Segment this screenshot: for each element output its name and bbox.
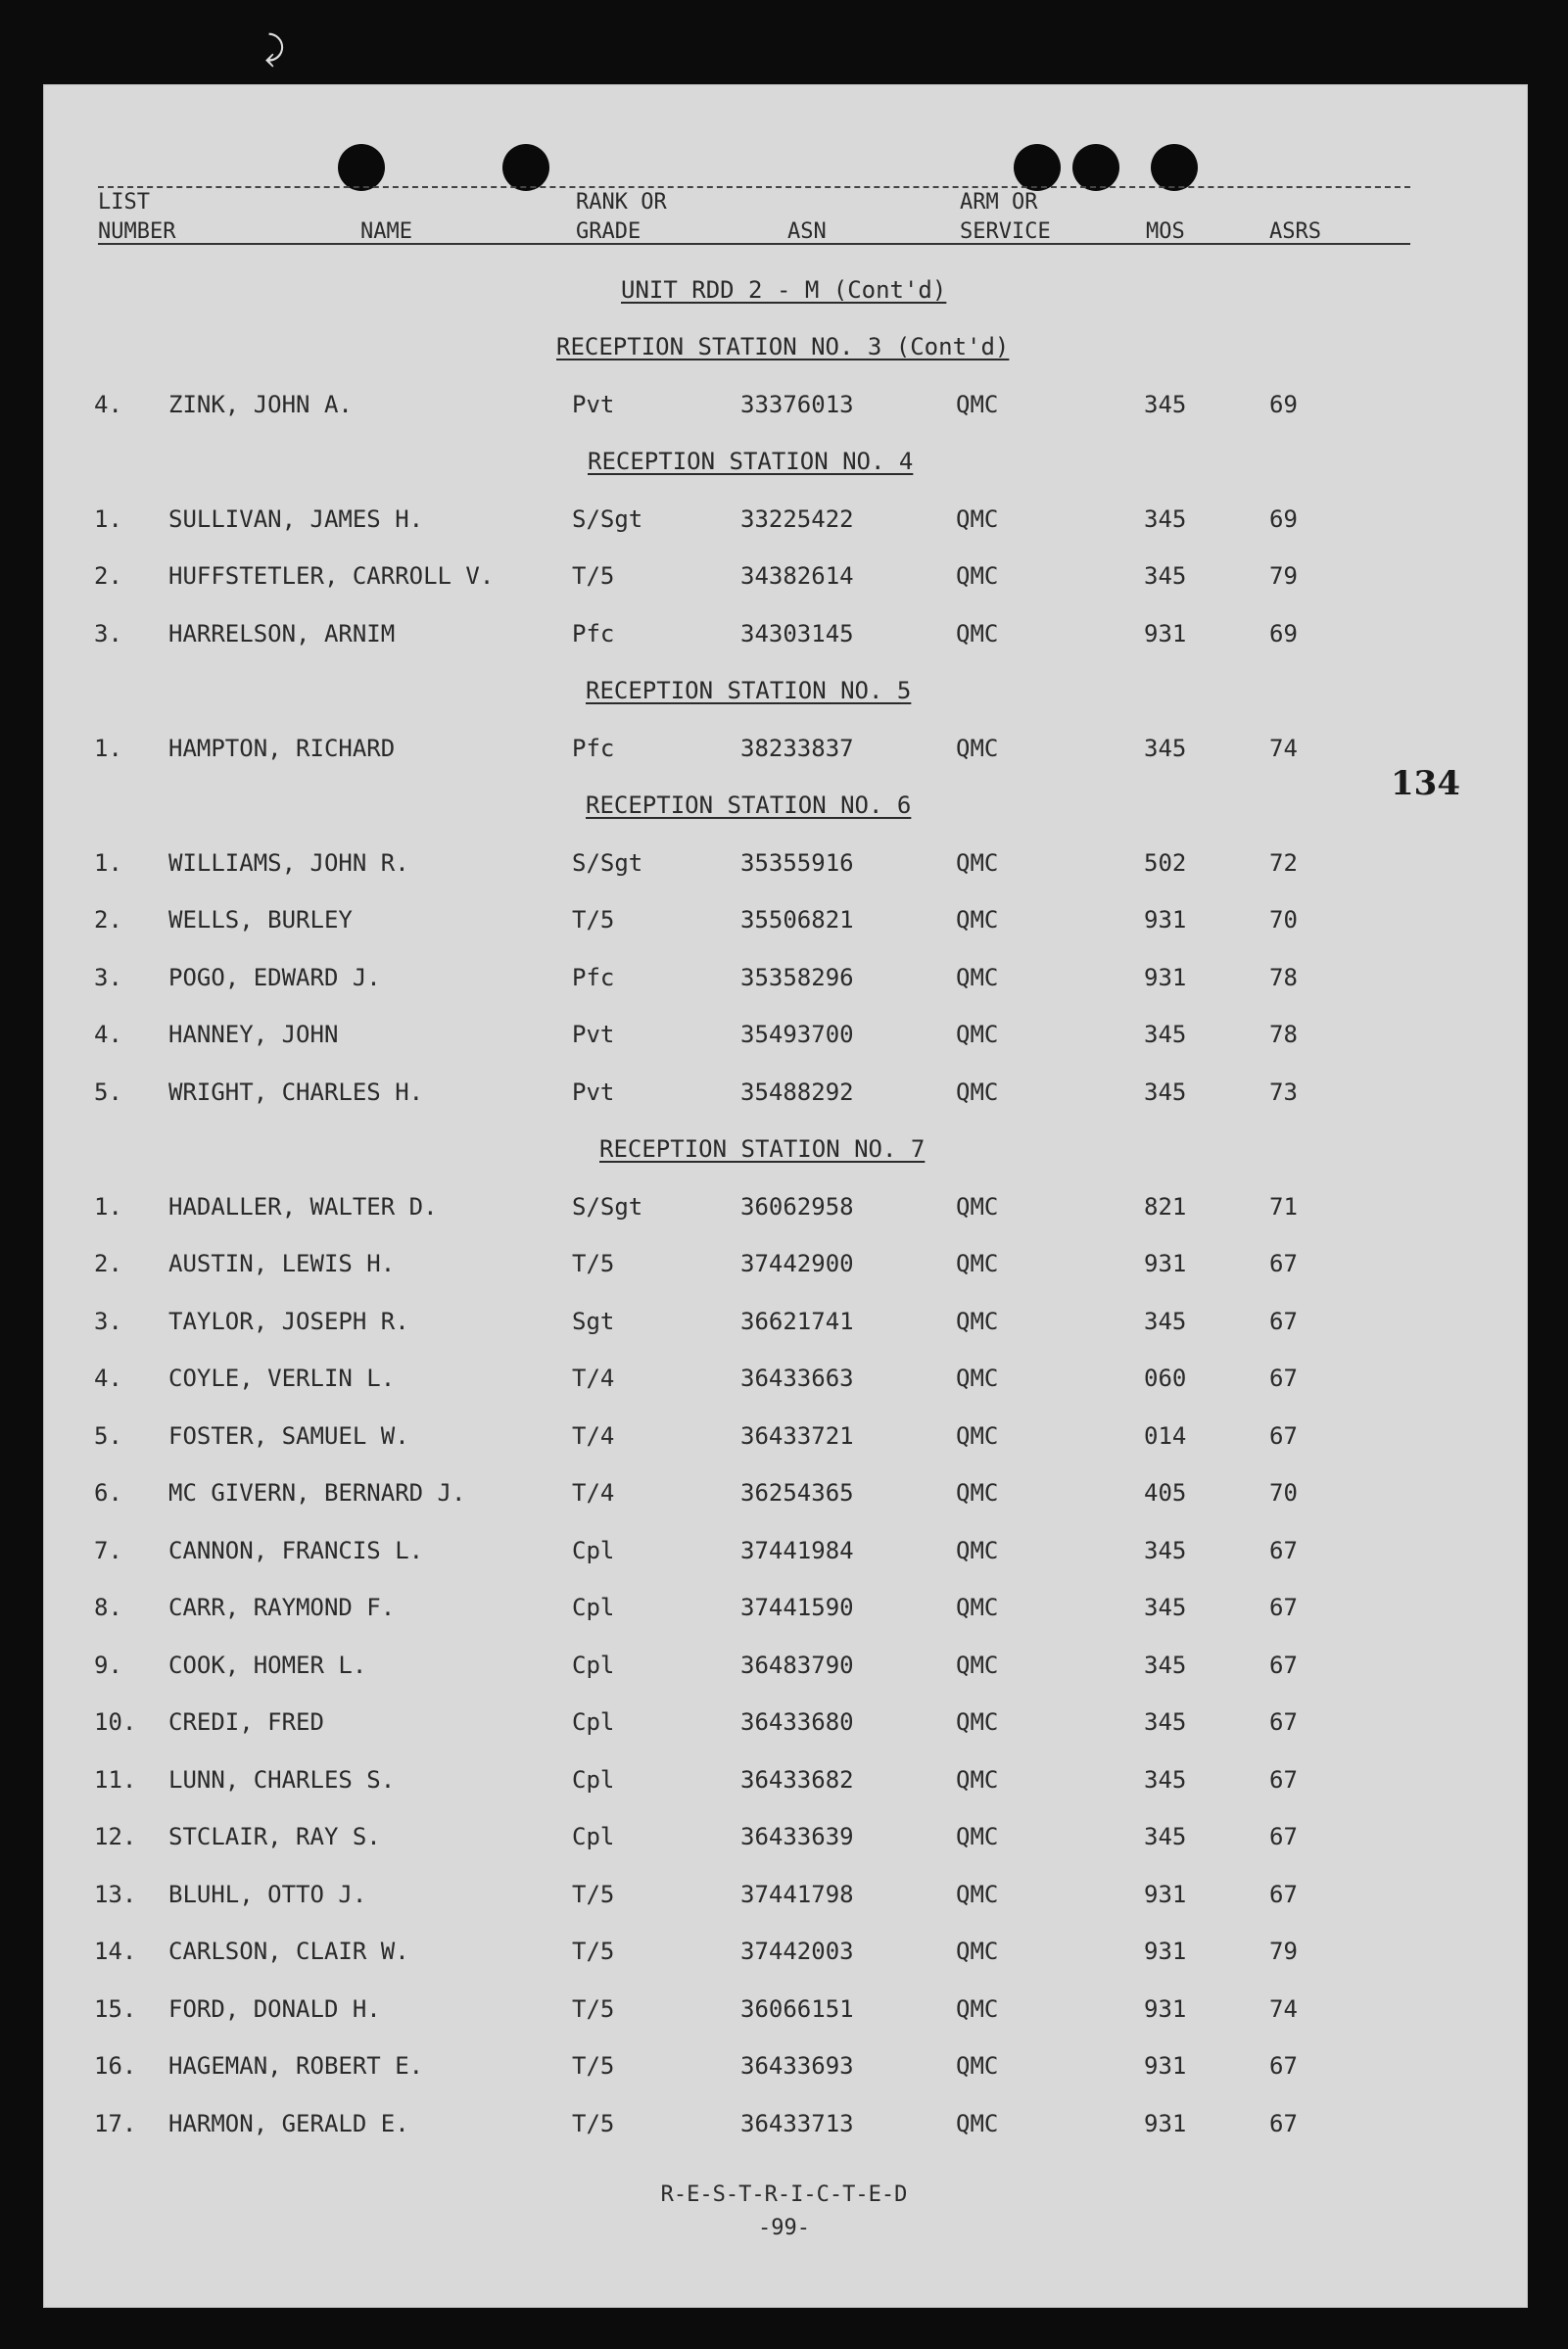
mos-cell: 405 xyxy=(1144,1479,1187,1507)
table-row xyxy=(0,1995,1568,2029)
rank-cell: T/5 xyxy=(572,1938,615,1965)
rank-cell: Sgt xyxy=(572,1307,615,1335)
rank-cell: Pfc xyxy=(572,963,615,991)
name-cell: HUFFSTETLER, CARROLL V. xyxy=(168,562,495,590)
rank-cell: Cpl xyxy=(572,1536,615,1564)
arm-cell: QMC xyxy=(956,1994,999,2023)
mos-cell: 060 xyxy=(1144,1365,1187,1392)
asn-cell: 35506821 xyxy=(740,906,854,934)
name-cell: FOSTER, SAMUEL W. xyxy=(168,1421,409,1450)
table-row xyxy=(0,1594,1568,1627)
name-cell: CREDI, FRED xyxy=(168,1708,324,1736)
list-number: 2. xyxy=(94,906,122,934)
table-row xyxy=(0,849,1568,883)
list-number: 6. xyxy=(94,1479,122,1507)
mos-cell: 821 xyxy=(1144,1192,1187,1221)
table-row xyxy=(0,1422,1568,1456)
arm-cell: QMC xyxy=(956,2109,999,2137)
arm-cell: QMC xyxy=(956,619,999,647)
table-row xyxy=(0,964,1568,997)
mos-cell: 931 xyxy=(1144,1938,1187,1965)
name-cell: WELLS, BURLEY xyxy=(168,906,353,934)
list-number: 2. xyxy=(94,1250,122,1277)
mos-cell: 931 xyxy=(1144,1880,1187,1908)
arm-cell: QMC xyxy=(956,390,999,418)
list-number: 2. xyxy=(94,562,122,590)
asrs-cell: 70 xyxy=(1269,1479,1298,1507)
arm-cell: QMC xyxy=(956,1765,999,1794)
asrs-cell: 67 xyxy=(1269,1307,1298,1335)
rank-cell: T/4 xyxy=(572,1479,615,1507)
section-title: RECEPTION STATION NO. 4 xyxy=(588,448,914,475)
header-mos: MOS xyxy=(1146,219,1185,244)
header-asrs: ASRS xyxy=(1269,219,1321,244)
name-cell: ZINK, JOHN A. xyxy=(168,390,353,418)
header-list-number: LIST NUMBER xyxy=(98,190,176,244)
header-rank: RANK OR GRADE xyxy=(576,190,667,244)
asrs-cell: 71 xyxy=(1269,1192,1298,1221)
arm-cell: QMC xyxy=(956,963,999,991)
name-cell: CANNON, FRANCIS L. xyxy=(168,1536,424,1564)
table-row xyxy=(0,1365,1568,1398)
section-title: RECEPTION STATION NO. 6 xyxy=(586,791,912,819)
header-name: NAME xyxy=(360,219,412,244)
punch-hole xyxy=(1014,144,1061,191)
rank-cell: S/Sgt xyxy=(572,1192,643,1221)
asrs-cell: 69 xyxy=(1269,390,1298,418)
table-row xyxy=(0,620,1568,653)
asrs-cell: 67 xyxy=(1269,1823,1298,1850)
rank-cell: T/5 xyxy=(572,2109,615,2137)
list-number: 15. xyxy=(94,1994,137,2023)
arm-cell: QMC xyxy=(956,1421,999,1450)
asrs-cell: 67 xyxy=(1269,1708,1298,1736)
arm-cell: QMC xyxy=(956,1365,999,1392)
asrs-cell: 67 xyxy=(1269,2109,1298,2137)
list-number: 4. xyxy=(94,1021,122,1048)
rank-cell: Cpl xyxy=(572,1765,615,1794)
section-title: RECEPTION STATION NO. 5 xyxy=(586,677,912,704)
asn-cell: 36433713 xyxy=(740,2109,854,2137)
name-cell: AUSTIN, LEWIS H. xyxy=(168,1250,396,1277)
asrs-cell: 67 xyxy=(1269,2052,1298,2080)
rank-cell: T/4 xyxy=(572,1421,615,1450)
mos-cell: 931 xyxy=(1144,906,1187,934)
list-number: 5. xyxy=(94,1078,122,1106)
asrs-cell: 69 xyxy=(1269,504,1298,533)
name-cell: HARRELSON, ARNIM xyxy=(168,619,396,647)
section-title: RECEPTION STATION NO. 3 (Cont'd) xyxy=(556,333,1010,360)
asrs-cell: 74 xyxy=(1269,734,1298,762)
asn-cell: 34303145 xyxy=(740,619,854,647)
list-number: 16. xyxy=(94,2052,137,2080)
table-row xyxy=(0,1193,1568,1226)
list-number: 3. xyxy=(94,963,122,991)
name-cell: FORD, DONALD H. xyxy=(168,1994,381,2023)
table-row xyxy=(0,735,1568,768)
asn-cell: 35355916 xyxy=(740,848,854,877)
name-cell: LUNN, CHARLES S. xyxy=(168,1765,396,1794)
table-row xyxy=(0,391,1568,424)
mos-cell: 014 xyxy=(1144,1421,1187,1450)
mos-cell: 931 xyxy=(1144,963,1187,991)
arm-cell: QMC xyxy=(956,1021,999,1048)
side-page-number: 134 xyxy=(1391,764,1460,803)
rank-cell: T/5 xyxy=(572,1250,615,1277)
table-row xyxy=(0,1938,1568,1971)
asn-cell: 36621741 xyxy=(740,1307,854,1335)
arm-cell: QMC xyxy=(956,1192,999,1221)
asn-cell: 37442003 xyxy=(740,1938,854,1965)
asn-cell: 33376013 xyxy=(740,390,854,418)
asn-cell: 36433721 xyxy=(740,1421,854,1450)
footer-page-number: -99- xyxy=(758,2216,810,2240)
arm-cell: QMC xyxy=(956,1250,999,1277)
mos-cell: 931 xyxy=(1144,619,1187,647)
asn-cell: 36433680 xyxy=(740,1708,854,1736)
mos-cell: 345 xyxy=(1144,562,1187,590)
asn-cell: 36433682 xyxy=(740,1765,854,1794)
list-number: 7. xyxy=(94,1536,122,1564)
asrs-cell: 74 xyxy=(1269,1994,1298,2023)
list-number: 13. xyxy=(94,1880,137,1908)
mos-cell: 345 xyxy=(1144,1594,1187,1621)
rank-cell: Pfc xyxy=(572,734,615,762)
arm-cell: QMC xyxy=(956,734,999,762)
name-cell: TAYLOR, JOSEPH R. xyxy=(168,1307,409,1335)
mos-cell: 931 xyxy=(1144,2109,1187,2137)
table-row xyxy=(0,1823,1568,1856)
rank-cell: Pfc xyxy=(572,619,615,647)
rank-cell: Pvt xyxy=(572,1078,615,1106)
list-number: 9. xyxy=(94,1651,122,1679)
mos-cell: 345 xyxy=(1144,1708,1187,1736)
table-row xyxy=(0,1021,1568,1054)
list-number: 4. xyxy=(94,390,122,418)
rank-cell: Pvt xyxy=(572,390,615,418)
asn-cell: 37441798 xyxy=(740,1880,854,1908)
arm-cell: QMC xyxy=(956,1536,999,1564)
rank-cell: Cpl xyxy=(572,1708,615,1736)
list-number: 10. xyxy=(94,1708,137,1736)
list-number: 3. xyxy=(94,1307,122,1335)
arm-cell: QMC xyxy=(956,1938,999,1965)
table-row xyxy=(0,2052,1568,2085)
asn-cell: 35493700 xyxy=(740,1021,854,1048)
asn-cell: 36254365 xyxy=(740,1479,854,1507)
name-cell: HANNEY, JOHN xyxy=(168,1021,339,1048)
table-row xyxy=(0,1652,1568,1685)
asn-cell: 37441590 xyxy=(740,1594,854,1621)
name-cell: HADALLER, WALTER D. xyxy=(168,1192,438,1221)
asrs-cell: 79 xyxy=(1269,562,1298,590)
punch-hole xyxy=(1151,144,1198,191)
rank-cell: T/5 xyxy=(572,2052,615,2080)
mos-cell: 345 xyxy=(1144,1078,1187,1106)
rank-cell: T/5 xyxy=(572,1880,615,1908)
name-cell: COYLE, VERLIN L. xyxy=(168,1365,396,1392)
corner-mark: ⤸ xyxy=(264,29,285,69)
table-row xyxy=(0,1537,1568,1570)
asn-cell: 35358296 xyxy=(740,963,854,991)
list-number: 1. xyxy=(94,1192,122,1221)
arm-cell: QMC xyxy=(956,906,999,934)
asn-cell: 37441984 xyxy=(740,1536,854,1564)
list-number: 1. xyxy=(94,504,122,533)
asn-cell: 36066151 xyxy=(740,1994,854,2023)
punch-hole xyxy=(1072,144,1119,191)
name-cell: STCLAIR, RAY S. xyxy=(168,1823,381,1850)
mos-cell: 345 xyxy=(1144,1536,1187,1564)
list-number: 14. xyxy=(94,1938,137,1965)
name-cell: HAGEMAN, ROBERT E. xyxy=(168,2052,424,2080)
table-row xyxy=(0,1308,1568,1341)
table-row xyxy=(0,1708,1568,1742)
asrs-cell: 67 xyxy=(1269,1536,1298,1564)
name-cell: CARR, RAYMOND F. xyxy=(168,1594,396,1621)
table-row xyxy=(0,2110,1568,2143)
asn-cell: 37442900 xyxy=(740,1250,854,1277)
footer-classification: R-E-S-T-R-I-C-T-E-D xyxy=(660,2182,908,2207)
asrs-cell: 67 xyxy=(1269,1880,1298,1908)
asrs-cell: 78 xyxy=(1269,963,1298,991)
asrs-cell: 67 xyxy=(1269,1250,1298,1277)
asn-cell: 35488292 xyxy=(740,1078,854,1106)
asrs-cell: 73 xyxy=(1269,1078,1298,1106)
mos-cell: 345 xyxy=(1144,504,1187,533)
list-number: 4. xyxy=(94,1365,122,1392)
asrs-cell: 70 xyxy=(1269,906,1298,934)
arm-cell: QMC xyxy=(956,1307,999,1335)
name-cell: MC GIVERN, BERNARD J. xyxy=(168,1479,466,1507)
name-cell: COOK, HOMER L. xyxy=(168,1651,367,1679)
mos-cell: 345 xyxy=(1144,734,1187,762)
list-number: 1. xyxy=(94,734,122,762)
section-title: RECEPTION STATION NO. 7 xyxy=(599,1135,926,1163)
asrs-cell: 67 xyxy=(1269,1365,1298,1392)
asn-cell: 33225422 xyxy=(740,504,854,533)
mos-cell: 345 xyxy=(1144,1307,1187,1335)
asrs-cell: 69 xyxy=(1269,619,1298,647)
arm-cell: QMC xyxy=(956,504,999,533)
mos-cell: 931 xyxy=(1144,1250,1187,1277)
name-cell: SULLIVAN, JAMES H. xyxy=(168,504,424,533)
asrs-cell: 67 xyxy=(1269,1594,1298,1621)
rank-cell: Cpl xyxy=(572,1823,615,1850)
mos-cell: 931 xyxy=(1144,2052,1187,2080)
rank-cell: T/5 xyxy=(572,1994,615,2023)
mos-cell: 345 xyxy=(1144,1765,1187,1794)
rank-cell: S/Sgt xyxy=(572,848,643,877)
asn-cell: 36483790 xyxy=(740,1651,854,1679)
table-row xyxy=(0,1479,1568,1512)
mos-cell: 345 xyxy=(1144,390,1187,418)
asn-cell: 36433639 xyxy=(740,1823,854,1850)
asn-cell: 34382614 xyxy=(740,562,854,590)
list-number: 5. xyxy=(94,1421,122,1450)
rank-cell: Cpl xyxy=(572,1594,615,1621)
name-cell: WRIGHT, CHARLES H. xyxy=(168,1078,424,1106)
name-cell: WILLIAMS, JOHN R. xyxy=(168,848,409,877)
mos-cell: 345 xyxy=(1144,1823,1187,1850)
asrs-cell: 78 xyxy=(1269,1021,1298,1048)
list-number: 8. xyxy=(94,1594,122,1621)
asn-cell: 36433663 xyxy=(740,1365,854,1392)
asrs-cell: 79 xyxy=(1269,1938,1298,1965)
punch-hole xyxy=(338,144,385,191)
table-row xyxy=(0,505,1568,539)
header-arm: ARM OR SERVICE xyxy=(960,190,1051,244)
name-cell: HARMON, GERALD E. xyxy=(168,2109,409,2137)
asrs-cell: 72 xyxy=(1269,848,1298,877)
rank-cell: Pvt xyxy=(572,1021,615,1048)
rank-cell: S/Sgt xyxy=(572,504,643,533)
asn-cell: 36062958 xyxy=(740,1192,854,1221)
mos-cell: 345 xyxy=(1144,1651,1187,1679)
rank-cell: T/4 xyxy=(572,1365,615,1392)
name-cell: CARLSON, CLAIR W. xyxy=(168,1938,409,1965)
rank-cell: Cpl xyxy=(572,1651,615,1679)
rank-cell: T/5 xyxy=(572,906,615,934)
header-asn: ASN xyxy=(787,219,827,244)
arm-cell: QMC xyxy=(956,1880,999,1908)
asrs-cell: 67 xyxy=(1269,1651,1298,1679)
header-rule xyxy=(98,243,1410,245)
mos-cell: 931 xyxy=(1144,1994,1187,2023)
punch-hole xyxy=(502,144,549,191)
table-row xyxy=(0,1766,1568,1799)
asrs-cell: 67 xyxy=(1269,1421,1298,1450)
asrs-cell: 67 xyxy=(1269,1765,1298,1794)
arm-cell: QMC xyxy=(956,1594,999,1621)
asn-cell: 38233837 xyxy=(740,734,854,762)
list-number: 17. xyxy=(94,2109,137,2137)
list-number: 11. xyxy=(94,1765,137,1794)
name-cell: HAMPTON, RICHARD xyxy=(168,734,396,762)
arm-cell: QMC xyxy=(956,1651,999,1679)
arm-cell: QMC xyxy=(956,848,999,877)
name-cell: BLUHL, OTTO J. xyxy=(168,1880,367,1908)
arm-cell: QMC xyxy=(956,1479,999,1507)
asn-cell: 36433693 xyxy=(740,2052,854,2080)
table-row xyxy=(0,1250,1568,1283)
list-number: 12. xyxy=(94,1823,137,1850)
list-number: 1. xyxy=(94,848,122,877)
mos-cell: 345 xyxy=(1144,1021,1187,1048)
name-cell: POGO, EDWARD J. xyxy=(168,963,381,991)
table-row xyxy=(0,1881,1568,1914)
rank-cell: T/5 xyxy=(572,562,615,590)
table-row xyxy=(0,1079,1568,1112)
arm-cell: QMC xyxy=(956,562,999,590)
table-row xyxy=(0,906,1568,939)
list-number: 3. xyxy=(94,619,122,647)
arm-cell: QMC xyxy=(956,1823,999,1850)
arm-cell: QMC xyxy=(956,1078,999,1106)
top-dashed-rule xyxy=(98,186,1410,188)
arm-cell: QMC xyxy=(956,1708,999,1736)
arm-cell: QMC xyxy=(956,2052,999,2080)
mos-cell: 502 xyxy=(1144,848,1187,877)
unit-title-text: UNIT RDD 2 - M (Cont'd) xyxy=(621,276,947,304)
table-row xyxy=(0,562,1568,596)
